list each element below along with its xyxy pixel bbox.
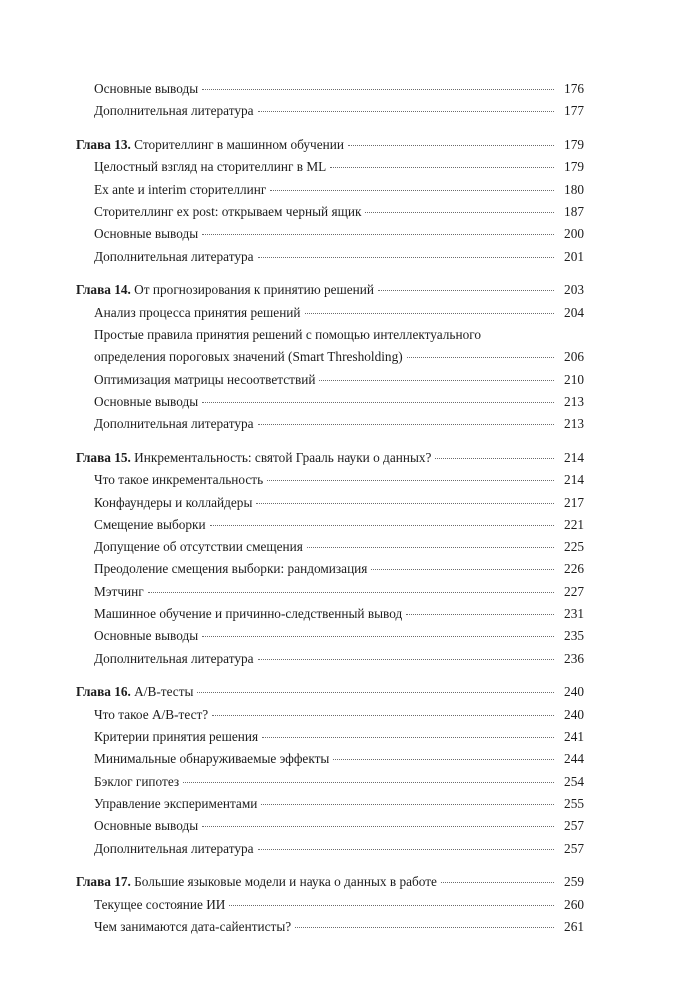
section-title: Конфаундеры и коллайдеры [94, 494, 253, 510]
page-number: 179 [564, 159, 584, 175]
table-of-contents [76, 78, 584, 950]
section-title: Минимальные обнаруживаемые эффекты [94, 751, 330, 767]
toc-section-entry[interactable] [76, 704, 584, 726]
section-title-line: определения пороговых значений (Smart Thresholding) [94, 349, 403, 365]
page-number: 240 [564, 684, 584, 700]
dot-leader [330, 167, 554, 168]
toc-section-entry[interactable] [76, 838, 584, 860]
chapter-name: Инкрементальность: святой Грааль науки о данных? [130, 449, 432, 465]
section-title: Оптимизация матрицы несоответствий [94, 371, 316, 387]
section-title: Целостный взгляд на сторителлинг в ML [94, 159, 327, 175]
dot-leader [258, 257, 554, 258]
page-number: 241 [564, 729, 584, 745]
toc-group [76, 134, 584, 268]
toc-section-entry[interactable] [76, 391, 584, 413]
section-title: Дополнительная литература [94, 840, 254, 856]
dot-leader [210, 525, 554, 526]
section-title: Ex ante и interim сторителлинг [94, 181, 267, 197]
dot-leader [258, 111, 554, 112]
toc-section-entry[interactable] [76, 558, 584, 580]
toc-chapter-entry[interactable] [76, 447, 584, 469]
toc-section-entry[interactable] [76, 748, 584, 770]
toc-section-entry[interactable] [76, 625, 584, 647]
dot-leader [256, 503, 554, 504]
dot-leader [261, 804, 554, 805]
toc-group [76, 681, 584, 859]
section-title: Смещение выборки [94, 516, 206, 532]
chapter-title [76, 134, 344, 156]
toc-section-entry[interactable] [76, 223, 584, 245]
toc-section-entry[interactable] [76, 726, 584, 748]
section-title: Мэтчинг [94, 583, 144, 599]
dot-leader [371, 569, 554, 570]
toc-chapter-entry[interactable] [76, 871, 584, 893]
dot-leader [365, 212, 554, 213]
toc-section-entry[interactable] [76, 581, 584, 603]
dot-leader [202, 234, 554, 235]
chapter-title [76, 871, 437, 893]
page-number: 226 [564, 561, 584, 577]
section-title: Бэклог гипотез [94, 773, 180, 789]
toc-section-entry[interactable] [76, 771, 584, 793]
page-number: 213 [564, 416, 584, 432]
section-title: Чем занимаются дата-сайентисты? [94, 918, 292, 934]
section-title: Управление экспериментами [94, 795, 258, 811]
dot-leader [229, 905, 554, 906]
dot-leader [406, 614, 554, 615]
page-number: 227 [564, 583, 584, 599]
page-number: 257 [564, 840, 584, 856]
chapter-title [76, 447, 431, 469]
dot-leader [183, 782, 554, 783]
page-number: 231 [564, 606, 584, 622]
page-number: 235 [564, 628, 584, 644]
section-title: Основные выводы [94, 393, 199, 409]
chapter-number: Глава 15. [76, 449, 131, 465]
chapter-number: Глава 16. [76, 684, 131, 700]
dot-leader [267, 480, 554, 481]
toc-section-entry[interactable] [76, 324, 584, 369]
page-number: 180 [564, 181, 584, 197]
page-number: 179 [564, 137, 584, 153]
page-number: 177 [564, 103, 584, 119]
page-number: 213 [564, 393, 584, 409]
page-number: 261 [564, 918, 584, 934]
page-number: 260 [564, 896, 584, 912]
toc-section-entry[interactable] [76, 246, 584, 268]
dot-leader [148, 592, 554, 593]
dot-leader [407, 357, 554, 358]
chapter-title [76, 681, 193, 703]
chapter-number: Глава 17. [76, 874, 131, 890]
toc-section-entry[interactable] [76, 369, 584, 391]
page-number: 255 [564, 795, 584, 811]
toc-section-entry[interactable] [76, 648, 584, 670]
page-number: 214 [564, 449, 584, 465]
toc-section-entry[interactable] [76, 492, 584, 514]
toc-chapter-entry[interactable] [76, 681, 584, 703]
toc-chapter-entry[interactable] [76, 134, 584, 156]
page-number: 201 [564, 248, 584, 264]
page-number: 240 [564, 706, 584, 722]
section-title: Допущение об отсутствии смещения [94, 539, 303, 555]
page-number: 187 [564, 203, 584, 219]
section-title: Основные выводы [94, 81, 199, 96]
dot-leader [270, 190, 554, 191]
dot-leader [202, 636, 554, 637]
section-title: Основные выводы [94, 818, 199, 834]
dot-leader [202, 89, 554, 90]
toc-section-entry[interactable] [76, 156, 584, 178]
chapter-name: Сторителлинг в машинном обучении [130, 137, 344, 153]
section-title: Что такое инкрементальность [94, 472, 264, 488]
page-number: 254 [564, 773, 584, 789]
dot-leader [348, 145, 554, 146]
chapter-title [76, 279, 374, 301]
section-title: Основные выводы [94, 226, 199, 242]
section-title: Машинное обучение и причинно-следственный вывод [94, 606, 403, 622]
page-number: 204 [564, 304, 584, 320]
toc-section-entry[interactable] [76, 894, 584, 916]
dot-leader [295, 927, 554, 928]
toc-section-entry[interactable] [76, 793, 584, 815]
dot-leader [262, 737, 554, 738]
page-number: 203 [564, 282, 584, 298]
page-number: 221 [564, 516, 584, 532]
toc-section-entry[interactable] [76, 78, 584, 100]
page-number: 176 [564, 81, 584, 96]
dot-leader [319, 380, 554, 381]
toc-group [76, 871, 584, 938]
toc-section-entry[interactable] [76, 815, 584, 837]
toc-section-entry[interactable] [76, 413, 584, 435]
dot-leader [202, 826, 554, 827]
dot-leader [307, 547, 554, 548]
section-title-line: Простые правила принятия решений с помощью интеллектуального [94, 326, 481, 342]
toc-section-entry[interactable] [76, 603, 584, 625]
toc-section-entry[interactable] [76, 536, 584, 558]
section-title: Преодоление смещения выборки: рандомизация [94, 561, 368, 577]
dot-leader [305, 313, 554, 314]
toc-chapter-entry[interactable] [76, 279, 584, 301]
section-title: Дополнительная литература [94, 416, 254, 432]
page-number: 244 [564, 751, 584, 767]
page-number: 225 [564, 539, 584, 555]
toc-section-entry[interactable] [76, 201, 584, 223]
page-number: 206 [564, 349, 584, 365]
chapter-name: A/B-тесты [130, 684, 194, 700]
toc-group [76, 279, 584, 435]
page-number: 257 [564, 818, 584, 834]
page-number: 217 [564, 494, 584, 510]
toc-group [76, 78, 584, 123]
chapter-number: Глава 14. [76, 282, 131, 298]
section-title: Текущее состояние ИИ [94, 896, 226, 912]
page-number: 259 [564, 874, 584, 890]
section-title: Дополнительная литература [94, 103, 254, 119]
dot-leader [333, 759, 554, 760]
toc-section-entry[interactable] [76, 469, 584, 491]
toc-group [76, 447, 584, 670]
toc-section-entry[interactable] [76, 179, 584, 201]
dot-leader [212, 715, 554, 716]
toc-section-entry[interactable] [76, 100, 584, 122]
chapter-name: Большие языковые модели и наука о данных в работе [130, 874, 437, 890]
chapter-number: Глава 13. [76, 137, 131, 153]
chapter-name: От прогнозирования к принятию решений [130, 282, 374, 298]
dot-leader [378, 290, 554, 291]
dot-leader [197, 692, 554, 693]
section-title: Что такое A/B-тест? [94, 706, 209, 722]
dot-leader [258, 424, 554, 425]
dot-leader [258, 849, 554, 850]
dot-leader [258, 659, 554, 660]
section-title: Дополнительная литература [94, 650, 254, 666]
section-title: Дополнительная литература [94, 248, 254, 264]
toc-section-entry[interactable] [76, 514, 584, 536]
dot-leader [441, 882, 554, 883]
section-title: Сторителлинг ex post: открываем черный ящик [94, 203, 362, 219]
section-title: Основные выводы [94, 628, 199, 644]
toc-section-entry[interactable] [76, 302, 584, 324]
page-number: 200 [564, 226, 584, 242]
section-title: Критерии принятия решения [94, 729, 259, 745]
toc-section-entry[interactable] [76, 916, 584, 938]
page-number: 214 [564, 472, 584, 488]
dot-leader [202, 402, 554, 403]
page-number: 210 [564, 371, 584, 387]
dot-leader [435, 458, 554, 459]
section-title: Анализ процесса принятия решений [94, 304, 301, 320]
page-number: 236 [564, 650, 584, 666]
